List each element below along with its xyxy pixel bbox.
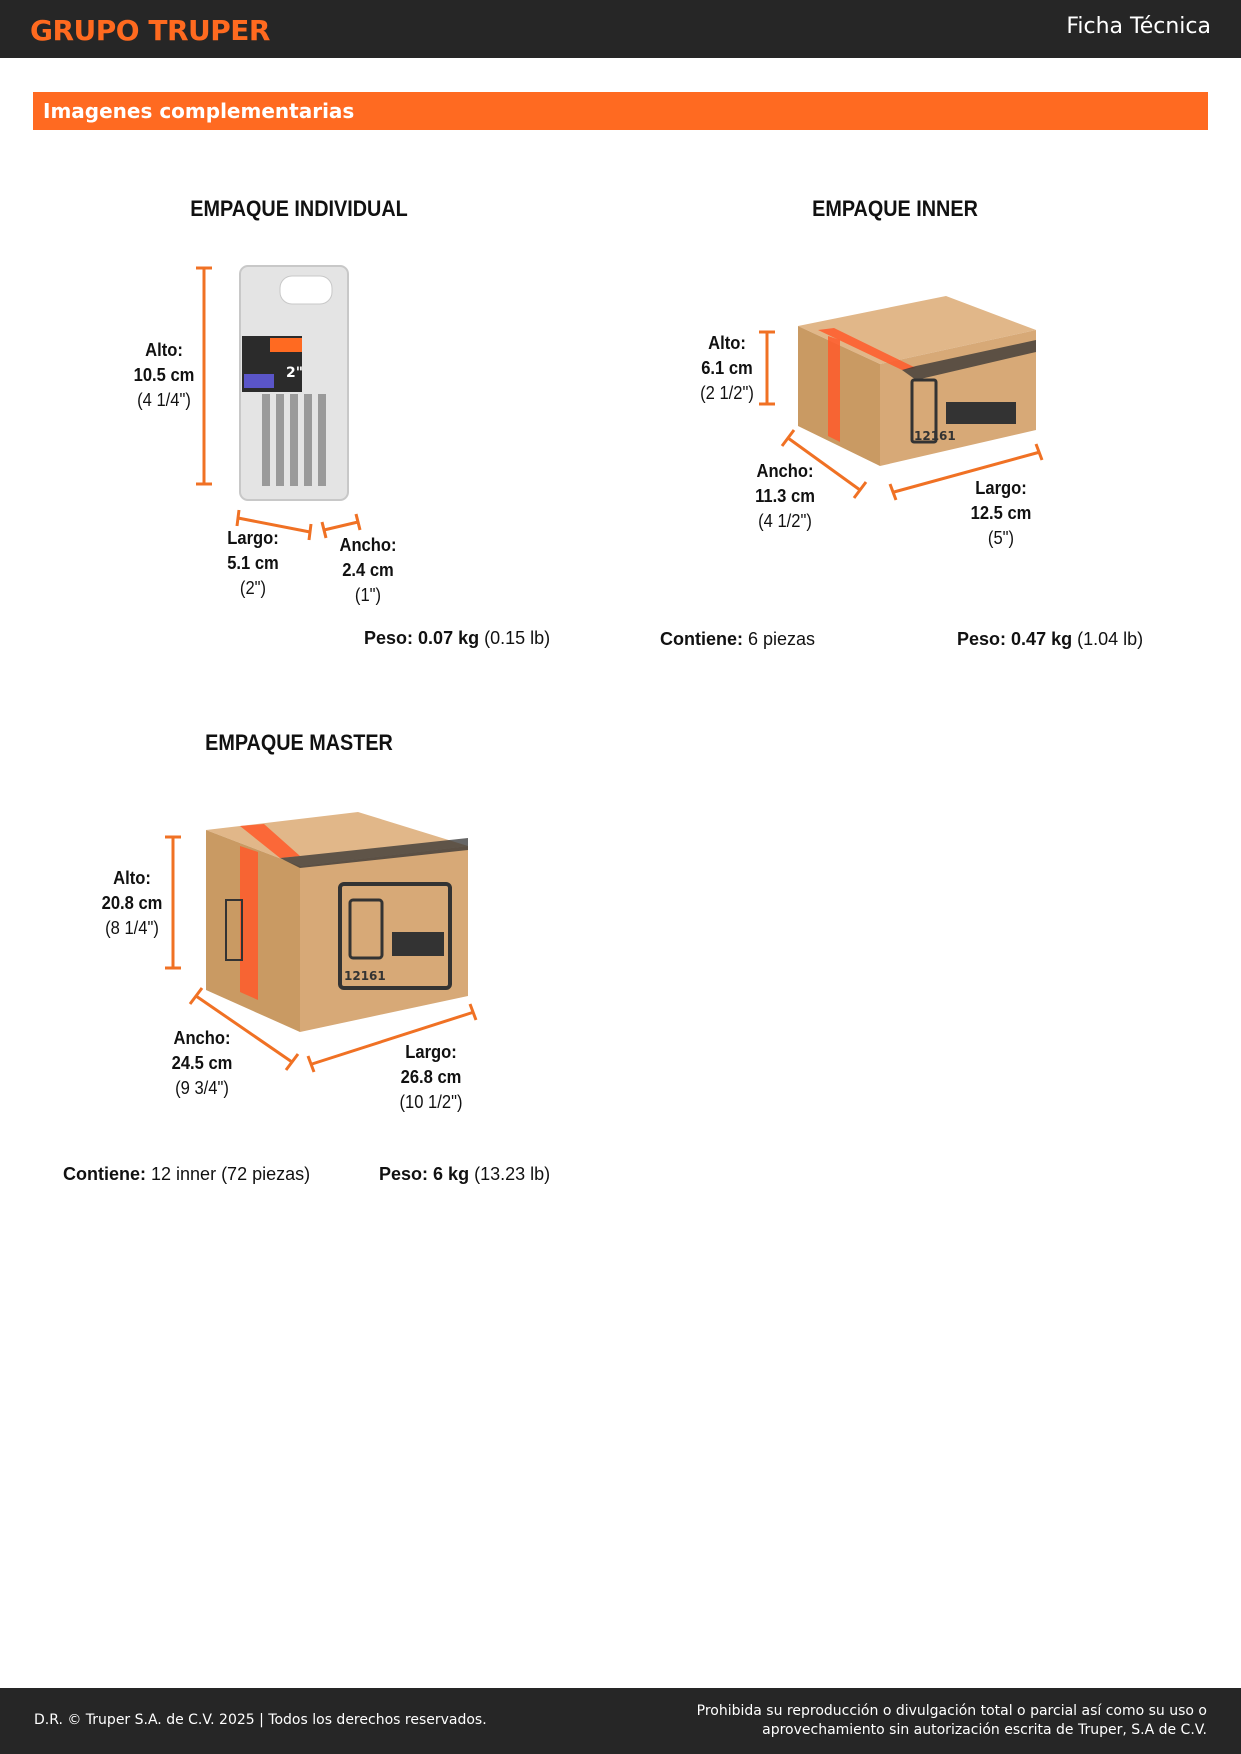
master-alto — [86, 866, 178, 941]
peso-value: 0.47 kg — [1011, 629, 1073, 649]
master-peso — [379, 1164, 550, 1185]
svg-text:2": 2" — [286, 365, 304, 381]
alto-imperial: (8 1/4") — [105, 918, 159, 938]
master-largo — [380, 1040, 481, 1115]
alto-label: Alto: — [708, 333, 746, 353]
section-title: Imagenes complementarias — [43, 99, 355, 123]
contiene-label: Contiene: — [660, 629, 743, 649]
individual-peso — [364, 628, 550, 649]
individual-package-image — [240, 266, 348, 500]
inner-largo — [957, 476, 1045, 551]
legal-notice-line-1: Prohibida su reproducción o divulgación total o parcial así como su uso o — [696, 1703, 1207, 1719]
peso-value: 6 kg — [433, 1164, 470, 1184]
master-contiene — [63, 1164, 310, 1185]
alto-imperial: (2 1/2") — [700, 383, 754, 403]
ancho-imperial: (4 1/2") — [758, 511, 812, 531]
svg-text:12161: 12161 — [344, 969, 386, 983]
ancho-imperial: (1") — [354, 585, 382, 605]
alto-metric: 20.8 cm — [101, 893, 163, 913]
copyright-text: D.R. © Truper S.A. de C.V. 2025 | Todos los derechos reservados. — [34, 1712, 487, 1728]
ancho-metric: 24.5 cm — [171, 1053, 233, 1073]
largo-metric: 26.8 cm — [400, 1067, 462, 1087]
largo-label: Largo: — [227, 528, 279, 548]
largo-imperial: (2") — [239, 578, 267, 598]
peso-label: Peso: — [957, 629, 1007, 649]
contiene-value: 12 inner (72 piezas) — [151, 1164, 311, 1184]
ancho-label: Ancho: — [173, 1028, 231, 1048]
alto-label: Alto: — [113, 868, 151, 888]
largo-metric: 12.5 cm — [970, 503, 1032, 523]
largo-metric: 5.1 cm — [227, 553, 279, 573]
individual-alto — [118, 338, 210, 413]
inner-box-image — [798, 296, 1036, 466]
largo-imperial: (10 1/2") — [399, 1092, 463, 1112]
document-title: Ficha Técnica — [1066, 14, 1211, 39]
master-box-image — [206, 812, 468, 1032]
peso-imperial: (1.04 lb) — [1077, 629, 1144, 649]
inner-alto — [686, 331, 769, 406]
ancho-metric: 11.3 cm — [755, 486, 815, 506]
alto-label: Alto: — [145, 340, 183, 360]
largo-label: Largo: — [405, 1042, 457, 1062]
largo-imperial: (5") — [987, 528, 1015, 548]
ancho-label: Ancho: — [756, 461, 814, 481]
alto-metric: 10.5 cm — [133, 365, 195, 385]
inner-package-title: EMPAQUE INNER — [812, 196, 978, 221]
ancho-imperial: (9 3/4") — [175, 1078, 229, 1098]
ancho-label: Ancho: — [339, 535, 397, 555]
individual-ancho — [322, 533, 414, 608]
contiene-value: 6 piezas — [748, 629, 816, 649]
brand-logo: GRUPO TRUPER — [30, 14, 270, 47]
footer — [0, 1688, 1241, 1754]
ancho-metric: 2.4 cm — [342, 560, 394, 580]
legal-notice-line-2: aprovechamiento sin autorización escrita de Truper, S.A de C.V. — [762, 1722, 1207, 1738]
inner-ancho — [742, 459, 828, 534]
inner-contiene — [660, 629, 815, 650]
alto-metric: 6.1 cm — [701, 358, 753, 378]
peso-label: Peso: — [379, 1164, 429, 1184]
svg-text:12161: 12161 — [914, 429, 956, 443]
individual-largo — [210, 526, 296, 601]
peso-value: 0.07 kg — [418, 628, 480, 648]
legal-notice — [647, 1702, 1207, 1740]
master-package-title: EMPAQUE MASTER — [205, 730, 393, 755]
inner-peso — [957, 629, 1143, 650]
peso-imperial: (13.23 lb) — [474, 1164, 551, 1184]
individual-package-title: EMPAQUE INDIVIDUAL — [190, 196, 408, 221]
peso-label: Peso: — [364, 628, 414, 648]
largo-label: Largo: — [975, 478, 1027, 498]
contiene-label: Contiene: — [63, 1164, 146, 1184]
peso-imperial: (0.15 lb) — [484, 628, 551, 648]
master-ancho — [156, 1026, 248, 1101]
alto-imperial: (4 1/4") — [137, 390, 191, 410]
